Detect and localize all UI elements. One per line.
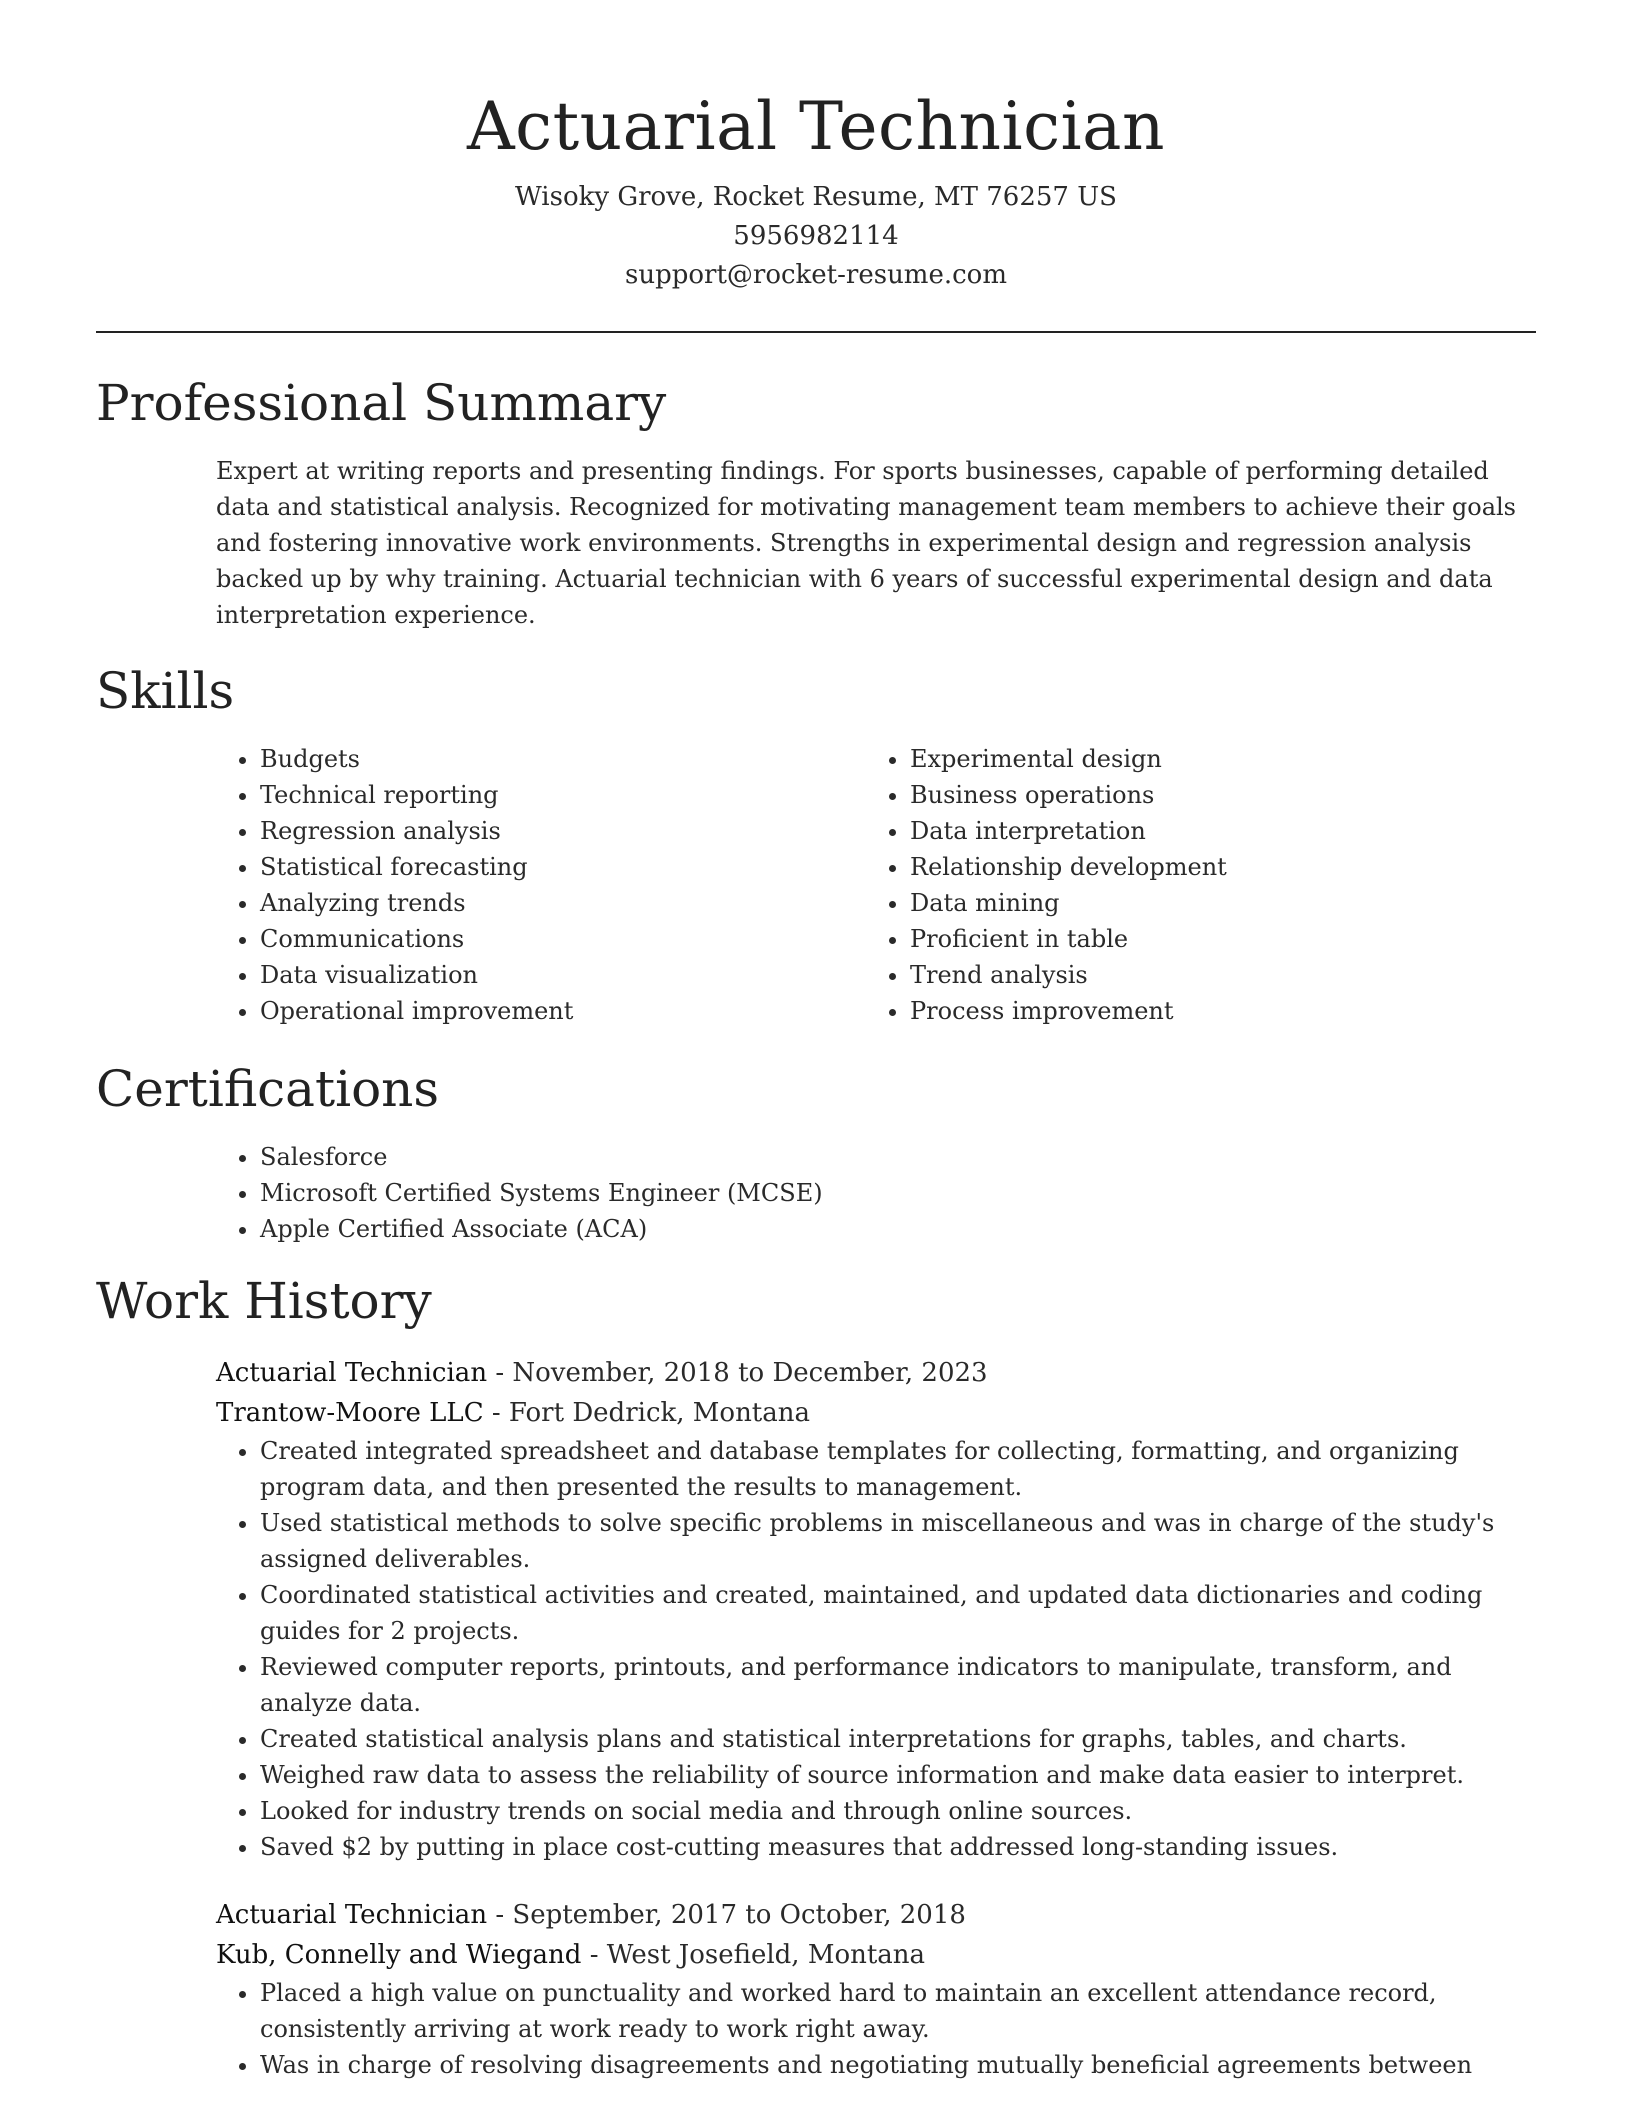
job-company-line — [216, 1393, 1536, 1433]
job-title-line — [216, 1353, 1536, 1393]
certifications-list — [216, 1139, 1536, 1247]
skill-item: • Communications — [260, 921, 866, 957]
certifications-heading: Certifications — [96, 1060, 440, 1118]
skill-item: • Regression analysis — [260, 813, 866, 849]
job-company: Trantow-Moore LLC — [216, 1398, 484, 1428]
contact-address: Wisoky Grove, Rocket Resume, MT 76257 US — [515, 182, 1117, 212]
job-bullet: • Coordinated statistical activities and created, maintained, and updated data dictionaries and coding guides for 2 projects. — [260, 1577, 1536, 1649]
certification-item: • Apple Certified Associate (ACA) — [260, 1211, 1536, 1247]
certification-item: • Microsoft Certified Systems Engineer (MCSE) — [260, 1175, 1536, 1211]
work-history-heading: Work History — [96, 1272, 432, 1330]
skill-item: • Relationship development — [910, 849, 1516, 885]
job-bullet: • Looked for industry trends on social media and through online sources. — [260, 1793, 1536, 1829]
job-dates: - November, 2018 to December, 2023 — [487, 1358, 988, 1388]
skill-item: • Technical reporting — [260, 777, 866, 813]
skills-list — [216, 741, 1536, 1029]
skill-item: • Analyzing trends — [260, 885, 866, 921]
job-bullet: • Created statistical analysis plans and statistical interpretations for graphs, tables, and charts. — [260, 1721, 1536, 1757]
contact-phone: 5956982114 — [733, 221, 899, 251]
job-role: Actuarial Technician — [216, 1900, 488, 1930]
skills-column-left — [216, 741, 866, 1029]
summary-text: Expert at writing reports and presenting findings. For sports businesses, capable of performing detailed data and statistical analysis. Recognized for motivating management team members to achieve their goals and fostering innovative work environments. Strengths in experimental design and regression analysis backed up by why training. Actuarial technician with 6 years of successful experimental design and data interpretation experience. — [216, 457, 1516, 629]
skills-column-right — [866, 741, 1516, 1029]
job-bullet: • Reviewed computer reports, printouts, and performance indicators to manipulate, transform, and analyze data. — [260, 1649, 1536, 1721]
job-responsibilities — [216, 1975, 1536, 2083]
certification-item: • Salesforce — [260, 1139, 1536, 1175]
skill-item: • Trend analysis — [910, 957, 1516, 993]
job-bullet: • Saved $2 by putting in place cost-cutting measures that addressed long-standing issues. — [260, 1829, 1536, 1865]
summary-heading: Professional Summary — [96, 374, 667, 432]
contact-info — [96, 178, 1536, 295]
job-bullet: • Was in charge of resolving disagreements and negotiating mutually beneficial agreements between — [260, 2047, 1536, 2083]
job-role: Actuarial Technician — [216, 1358, 488, 1388]
header-divider — [96, 331, 1536, 333]
skill-item: • Statistical forecasting — [260, 849, 866, 885]
job-responsibilities — [216, 1433, 1536, 1865]
skill-item: • Operational improvement — [260, 993, 866, 1029]
job-company-line — [216, 1935, 1536, 1975]
job-title-line — [216, 1895, 1536, 1935]
job-dates: - September, 2017 to October, 2018 — [487, 1900, 966, 1930]
contact-email: support@rocket-resume.com — [624, 260, 1007, 290]
skill-item: • Data interpretation — [910, 813, 1516, 849]
job-bullet: • Weighed raw data to assess the reliability of source information and make data easier to interpret. — [260, 1757, 1536, 1793]
skill-item: • Proficient in table — [910, 921, 1516, 957]
skill-item: • Process improvement — [910, 993, 1516, 1029]
skill-item: • Data mining — [910, 885, 1516, 921]
job-bullet: • Placed a high value on punctuality and worked hard to maintain an excellent attendance record, consistently arriving at work ready to work right away. — [260, 1975, 1536, 2047]
skills-heading: Skills — [96, 662, 235, 720]
skill-item: • Experimental design — [910, 741, 1516, 777]
resume-title: Actuarial Technician — [466, 88, 1166, 165]
resume-header — [96, 0, 1536, 295]
resume-page — [96, 0, 1536, 2083]
job-entry — [216, 1895, 1536, 2083]
job-bullet: • Used statistical methods to solve specific problems in miscellaneous and was in charge of the study's assigned deliverables. — [260, 1505, 1536, 1577]
job-location: - Fort Dedrick, Montana — [483, 1398, 811, 1428]
skill-item: • Data visualization — [260, 957, 866, 993]
job-company: Kub, Connelly and Wiegand — [216, 1940, 582, 1970]
job-entry — [216, 1353, 1536, 1865]
skill-item: • Business operations — [910, 777, 1516, 813]
job-location: - West Josefield, Montana — [581, 1940, 926, 1970]
job-bullet: • Created integrated spreadsheet and database templates for collecting, formatting, and organizing program data, and then presented the results to management. — [260, 1433, 1536, 1505]
skill-item: • Budgets — [260, 741, 866, 777]
